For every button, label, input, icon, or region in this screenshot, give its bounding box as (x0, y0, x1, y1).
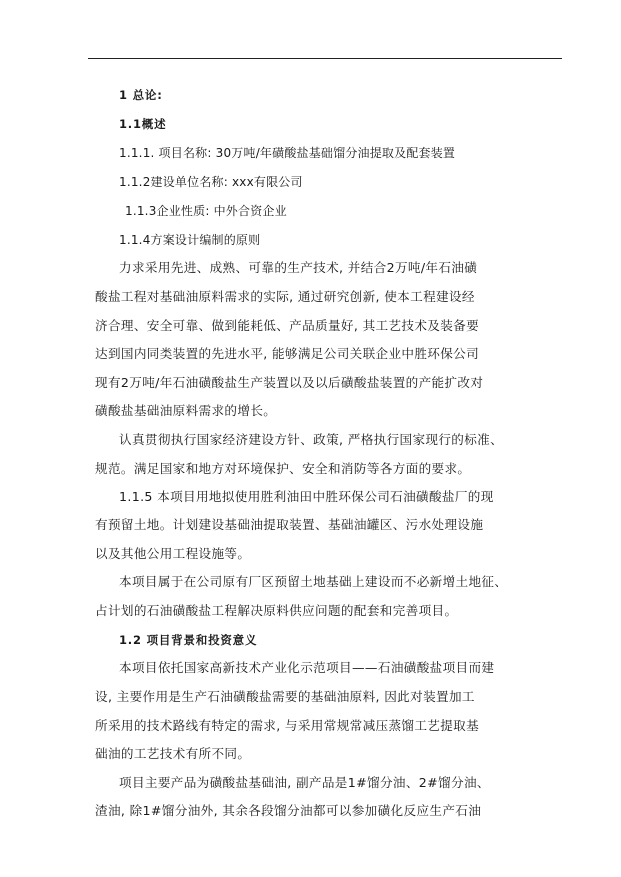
paragraph-line: 以及其他公用工程设施等。 (95, 546, 251, 561)
paragraph-line: 认真贯彻执行国家经济建设方针、政策, 严格执行国家现行的标准、 (119, 432, 504, 447)
header-rule (88, 58, 562, 59)
paragraph-line: 占计划的石油磺酸盐工程解决原料供应问题的配套和完善项目。 (95, 603, 458, 618)
paragraph-line: 所采用的技术路线有特定的需求, 与采用常规常减压蒸馏工艺提取基 (95, 718, 480, 733)
paragraph-line: 规范。满足国家和地方对环境保护、安全和消防等各方面的要求。 (95, 461, 471, 476)
item-1-1-2: 1.1.2建设单位名称: xxx有限公司 (119, 175, 303, 189)
paragraph-line: 力求采用先进、成熟、可靠的生产技术, 并结合2万吨/年石油磺 (119, 260, 478, 275)
item-1-1-1: 1.1.1. 项目名称: 30万吨/年磺酸盐基础馏分油提取及配套装置 (119, 146, 456, 160)
item-1-1-3: 1.1.3企业性质: 中外合资企业 (125, 204, 287, 218)
heading-1-1: 1.1概述 (119, 117, 167, 131)
paragraph-line: 本项目属于在公司原有厂区预留土地基础上建设而不必新增土地征、 (119, 574, 508, 589)
paragraph-line: 达到国内同类装置的先进水平, 能够满足公司关联企业中胜环保公司 (95, 346, 480, 361)
paragraph-line: 现有2万吨/年石油磺酸盐生产装置以及以后磺酸盐装置的产能扩改对 (95, 375, 484, 390)
paragraph-line: 济合理、安全可靠、做到能耗低、产品质量好, 其工艺技术及装备要 (95, 318, 480, 333)
paragraph-line: 磺酸盐基础油原料需求的增长。 (95, 403, 277, 418)
paragraph-line: 本项目依托国家高新技术产业化示范项目——石油磺酸盐项目而建 (119, 660, 495, 675)
paragraph-line: 酸盐工程对基础油原料需求的实际, 通过研究创新, 使本工程建设经 (95, 289, 475, 304)
item-1-1-5: 1.1.5 本项目用地拟使用胜利油田中胜环保公司石油磺酸盐厂的现 (119, 489, 494, 504)
heading-1: 1 总论: (119, 88, 163, 102)
paragraph-line: 设, 主要作用是生产石油磺酸盐需要的基础油原料, 因此对装置加工 (95, 689, 475, 704)
heading-1-2: 1.2 项目背景和投资意义 (119, 633, 258, 647)
paragraph-line: 有预留土地。计划建设基础油提取装置、基础油罐区、污水处理设施 (95, 517, 484, 532)
paragraph-line: 础油的工艺技术有所不同。 (95, 746, 251, 761)
paragraph-line: 项目主要产品为磺酸盐基础油, 副产品是1#馏分油、2#馏分油、 (119, 775, 490, 790)
item-1-1-4: 1.1.4方案设计编制的原则 (119, 233, 261, 247)
paragraph-line: 渣油, 除1#馏分油外, 其余各段馏分油都可以参加磺化反应生产石油 (95, 803, 482, 818)
